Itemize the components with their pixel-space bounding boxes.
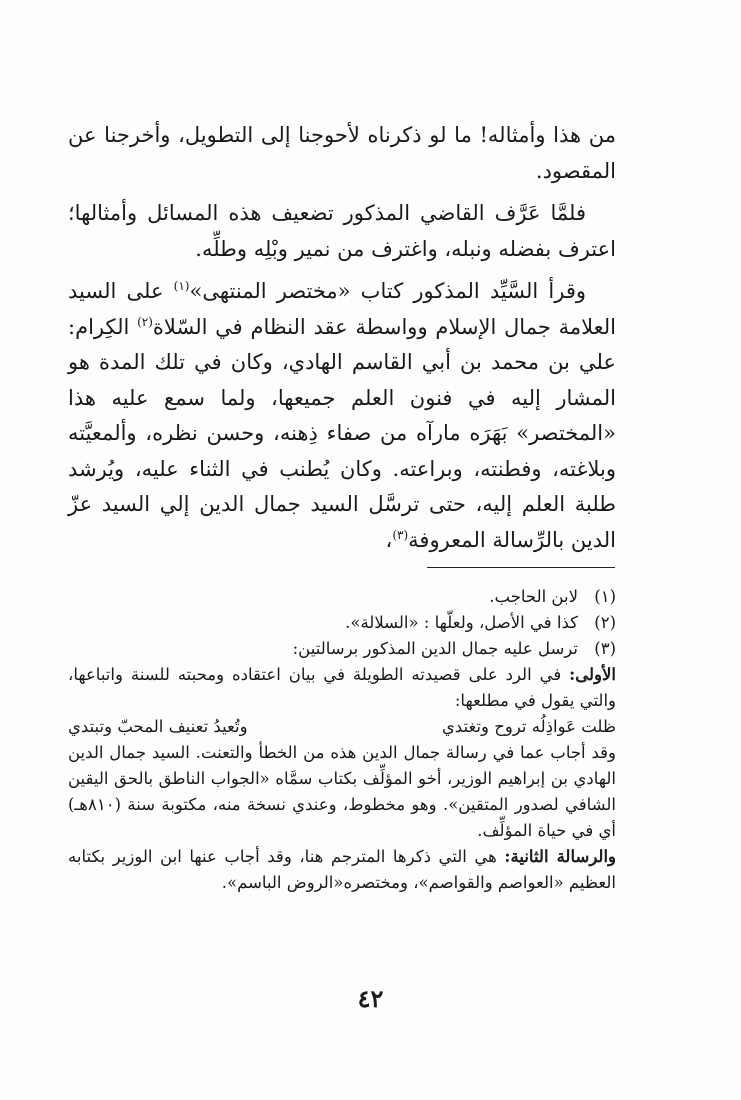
footnote-number: (٢)	[594, 613, 616, 632]
poem-verse	[68, 714, 616, 740]
footnote-3-reply: وقد أجاب عما في رسالة جمال الدين هذه من الخطأ والتعنت. السيد جمال الدين الهادي بن إبراهيم الوزير، أخو المؤلِّف بكتاب سمَّاه «الجواب الناطق بالحق اليقين الشافي لصدور المتقين». وهو مخطوط، وعندي نسخة منه، مكتوبة سنة (٨١٠هـ) أي في حياة المؤلِّف.	[68, 743, 616, 840]
paragraph-3-part-3: الكِرام: علي بن محمد بن أبي القاسم الهادي، وكان في تلك المدة هو المشار إليه في فنون العلم جميعها، ولما سمع عليه هذا «المختصر» بَهَرَه مارآه من صفاء ذِهنه، وحسن نظره، وألمعيَّته وبلاغته، وفطنته، وبراعته. وكان يُطنب في الثناء عليه، ويُرشد طلبة العلم إليه، حتى ترسَّل السيد جمال الدين إلي السيد عزّ الدين بالرِّسالة المعروفة	[68, 314, 616, 552]
paragraph-2: فلمَّا عَرَّف القاضي المذكور تضعيف هذه المسائل وأمثالها؛ اعترف بفضله ونبله، واغترف من نمير وبْلِه وطلِّه.	[68, 201, 616, 261]
verse-second-hemistich: وتُعيدُ تعنيف المحبّ وتبتدي	[68, 717, 248, 736]
paragraph-3	[68, 274, 616, 558]
footnote-number: (٣)	[594, 639, 616, 658]
paragraph-3-part-2: على السيد العلامة جمال الإسلام وواسطة عقد النظام في السّلاة	[68, 279, 616, 339]
footnote-text: ترسل عليه جمال الدين المذكور برسالتين:	[292, 639, 578, 658]
first-letter-heading: الأولى:	[569, 665, 616, 684]
footnote-2	[68, 610, 616, 636]
footnote-ref-1: (١)	[173, 279, 190, 293]
footnote-text: كذا في الأصل، ولعلّها : «السلالة».	[345, 613, 578, 632]
second-letter-heading: والرسالة الثانية:	[504, 847, 616, 866]
paragraph-1: من هذا وأمثاله! ما لو ذكرناه لأحوجنا إلى التطويل، وأخرجنا عن المقصود.	[68, 123, 616, 183]
footnote-3	[68, 636, 616, 662]
footnote-separator	[427, 567, 615, 568]
footnote-number: (١)	[594, 587, 616, 606]
footnote-1	[68, 584, 616, 610]
paragraph-3-part-4: ،	[385, 527, 393, 552]
page-number: ٤٢	[357, 984, 384, 1013]
second-letter-text: هي التي ذكرها المترجم هنا، وقد أجاب عنها ابن الوزير بكتابه العظيم «العواصم والقواصم»، ومختصره«الروض الباسم».	[68, 847, 616, 892]
footnote-text: لابن الحاجب.	[489, 587, 578, 606]
footnote-ref-3: (٣)	[392, 527, 409, 542]
footnote-3-second-letter	[68, 844, 616, 896]
footnotes	[68, 584, 616, 896]
first-letter-text: في الرد على قصيدته الطويلة في بيان اعتقاده ومحبته للسنة واتباعها، والتي يقول في مطلعها:	[68, 665, 616, 710]
footnote-ref-2: (٢)	[137, 314, 153, 329]
main-text	[68, 118, 616, 558]
paragraph-3-part-1: وقرأ السَّيِّد المذكور كتاب «مختصر المنتهى»	[189, 279, 586, 303]
verse-first-hemistich: ظلت عَواذِلُه تروح وتغتدي	[441, 717, 616, 736]
footnote-3-first-letter	[68, 662, 616, 714]
